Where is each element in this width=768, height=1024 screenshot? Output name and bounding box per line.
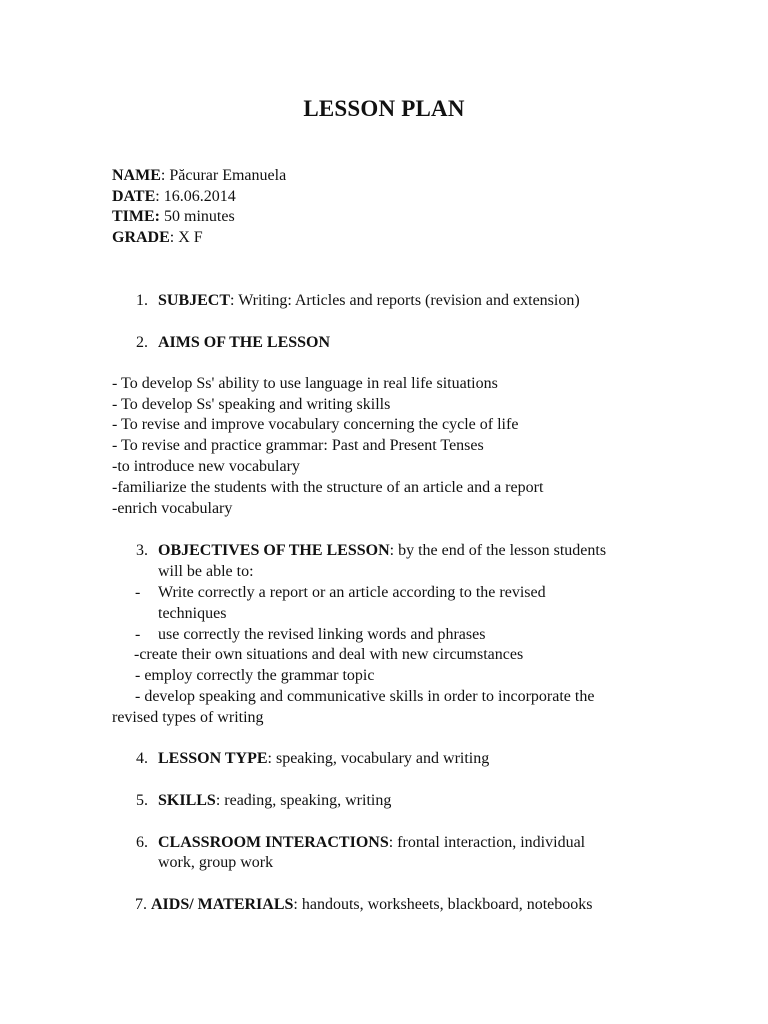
section-7-number: 7.	[135, 896, 147, 913]
interactions-text: : frontal interaction, individual	[388, 834, 586, 851]
objective-item: - employ correctly the grammar topic	[135, 667, 375, 684]
subject-text: : Writing: Articles and reports (revision and extension)	[230, 292, 580, 309]
date-line	[112, 187, 236, 207]
aim-item: -familiarize the students with the structure of an article and a report	[112, 479, 544, 496]
interactions-text-cont: work, group work	[158, 854, 274, 871]
date-value: : 16.06.2014	[155, 188, 236, 205]
time-line	[112, 207, 235, 227]
section-interactions	[158, 833, 585, 853]
section-lesson-type	[158, 749, 489, 769]
objectives-intro-cont: will be able to:	[158, 563, 254, 580]
objective-item: use correctly the revised linking words and phrases	[158, 626, 486, 643]
section-aids	[135, 895, 592, 915]
skills-text: : reading, speaking, writing	[215, 792, 392, 809]
aids-text: : handouts, worksheets, blackboard, notebooks	[293, 896, 593, 913]
page-title: LESSON PLAN	[303, 96, 465, 121]
grade-line	[112, 228, 203, 248]
section-subject	[158, 291, 580, 311]
objective-dash: -	[135, 584, 141, 601]
aim-item: - To revise and improve vocabulary concerning the cycle of life	[112, 416, 519, 433]
section-6-number: 6.	[136, 834, 148, 851]
objective-item-cont: revised types of writing	[112, 709, 264, 726]
section-1-number: 1.	[136, 292, 148, 309]
objective-dash: -	[135, 626, 141, 643]
subject-label: SUBJECT	[158, 292, 231, 309]
section-2-number: 2.	[136, 334, 148, 351]
aids-label: AIDS/ MATERIALS	[151, 896, 294, 913]
aims-heading: AIMS OF THE LESSON	[158, 334, 331, 351]
aim-item: - To develop Ss' ability to use language in real life situations	[112, 375, 498, 392]
grade-value: : X F	[169, 229, 203, 246]
aim-item: -enrich vocabulary	[112, 500, 233, 517]
grade-label: GRADE	[112, 229, 170, 246]
objectives-heading-line	[158, 541, 606, 561]
lesson-type-text: : speaking, vocabulary and writing	[267, 750, 490, 767]
section-3-number: 3.	[136, 542, 148, 559]
section-5-number: 5.	[136, 792, 148, 809]
aim-item: - To revise and practice grammar: Past and Present Tenses	[112, 437, 484, 454]
name-label: NAME	[112, 167, 161, 184]
objective-item: -create their own situations and deal with new circumstances	[134, 646, 524, 663]
interactions-label: CLASSROOM INTERACTIONS	[158, 834, 389, 851]
name-value: : Păcurar Emanuela	[160, 167, 287, 184]
time-label: TIME:	[112, 208, 160, 225]
date-label: DATE	[112, 188, 156, 205]
section-4-number: 4.	[136, 750, 148, 767]
objectives-intro: : by the end of the lesson students	[389, 542, 607, 559]
objective-item: Write correctly a report or an article according to the revised	[158, 584, 546, 601]
section-skills	[158, 791, 391, 811]
name-line	[112, 166, 286, 186]
aim-item: - To develop Ss' speaking and writing skills	[112, 396, 391, 413]
aim-item: -to introduce new vocabulary	[112, 458, 300, 475]
objectives-label: OBJECTIVES OF THE LESSON	[158, 542, 390, 559]
skills-label: SKILLS	[158, 792, 216, 809]
time-value: 50 minutes	[160, 208, 235, 225]
objective-item-cont: techniques	[158, 605, 227, 622]
objective-item: - develop speaking and communicative skills in order to incorporate the	[135, 688, 595, 705]
lesson-type-label: LESSON TYPE	[158, 750, 268, 767]
